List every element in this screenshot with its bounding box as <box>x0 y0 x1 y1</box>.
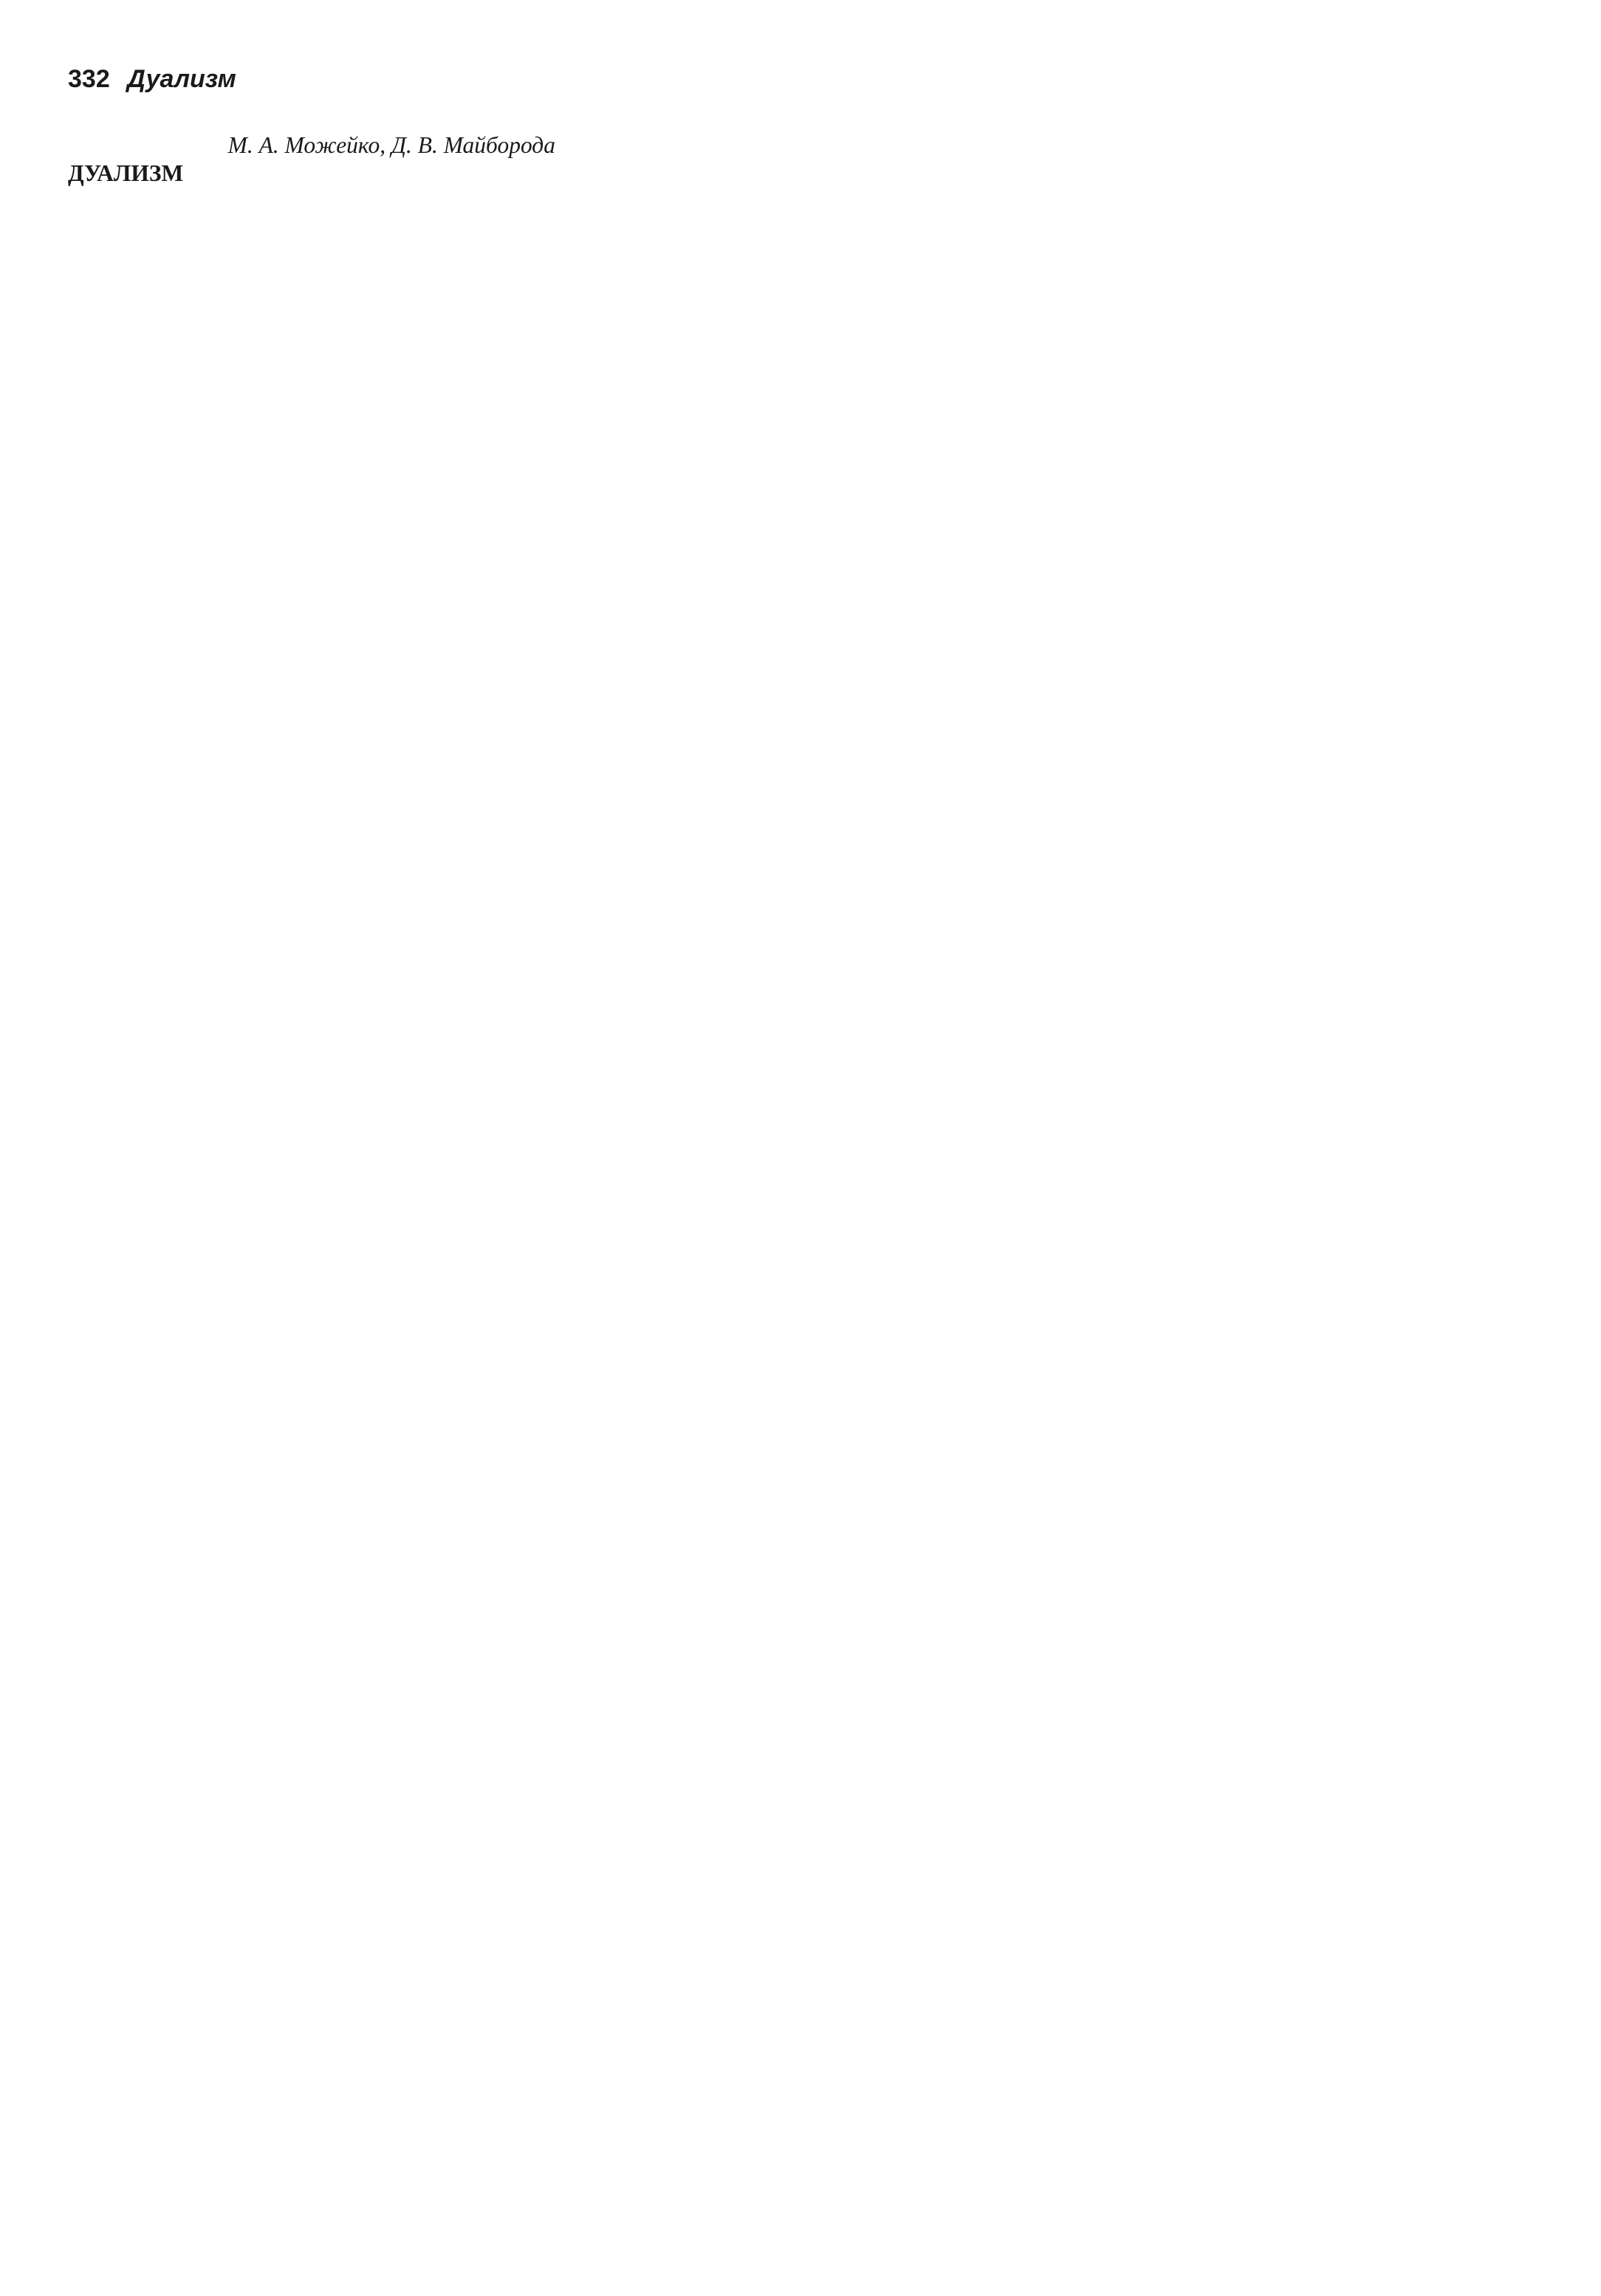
entry-title: ДУАЛИЗМ <box>68 160 184 186</box>
article-authors: М. А. Можейко, Д. В. Майборода <box>227 132 555 158</box>
entry-paragraph <box>68 160 555 188</box>
running-title: Дуализм <box>127 65 236 93</box>
text-column-1 <box>68 131 555 187</box>
page-header <box>68 65 236 94</box>
page-number: 332 <box>68 65 110 93</box>
